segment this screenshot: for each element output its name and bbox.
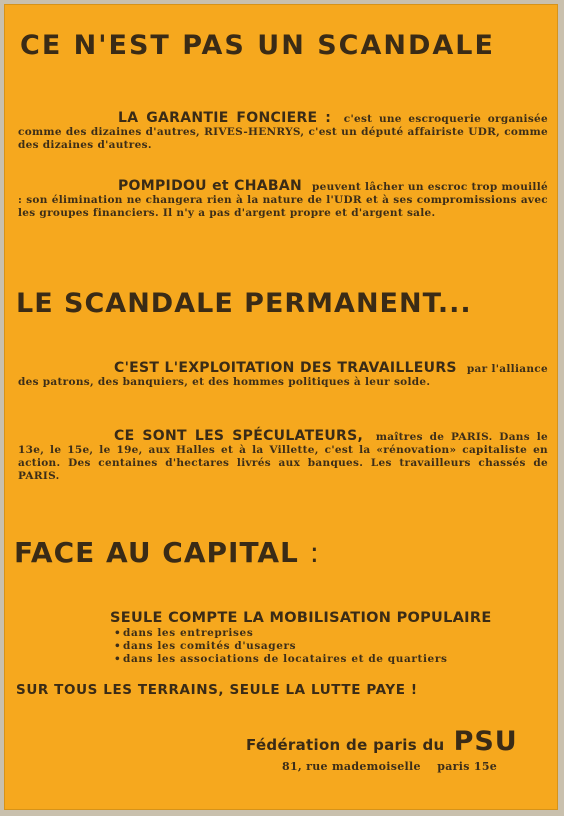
paragraph-text: par l'alliance des patrons, des banquiers, et des hommes politiques à leur solde.	[18, 363, 548, 388]
paragraph-garantie-fonciere	[18, 112, 548, 152]
paragraph-text: maîtres de PARIS. Dans le 13e, le 15e, le 19e, aux Halles et à la Villette, c'est la «rénovation» capitaliste en action. Des centaines d'hectares livrés aux banques. Les travailleurs chassés de PARIS.	[18, 431, 548, 482]
heading-colon: :	[309, 536, 321, 569]
bullet-mark: •	[114, 640, 122, 652]
heading-face-au-capital	[14, 536, 320, 569]
heading-scandale-permanent: LE SCANDALE PERMANENT...	[16, 288, 472, 319]
paragraph-lead: CE SONT LES SPÉCULATEURS,	[114, 428, 364, 444]
list-item: • dans les comités d'usagers	[114, 640, 297, 652]
address: 81, rue mademoiselle paris 15e	[282, 760, 498, 773]
paragraph-text: c'est une escroquerie organisée comme des dizaines d'autres, RIVES-HENRYS, c'est un député affairiste UDR, comme des dizaines d'autres.	[18, 113, 548, 151]
bullet-mark: •	[114, 627, 122, 639]
paragraph-exploitation	[18, 362, 548, 389]
heading-text: FACE AU CAPITAL	[14, 536, 299, 569]
mobilisation-lead: SEULE COMPTE LA MOBILISATION POPULAIRE	[110, 610, 492, 626]
paragraph-lead: LA GARANTIE FONCIERE :	[118, 110, 332, 126]
signature	[246, 726, 518, 757]
paragraph-text: peuvent lâcher un escroc trop mouillé : son élimination ne changera rien à la nature de l'UDR et à ses compromissions avec les groupes financiers. Il n'y a pas d'argent propre et d'argent sale.	[18, 181, 548, 219]
poster-title: CE N'EST PAS UN SCANDALE	[20, 30, 495, 61]
paragraph-lead: C'EST L'EXPLOITATION DES TRAVAILLEURS	[114, 360, 457, 376]
list-item: • dans les associations de locataires et de quartiers	[114, 653, 448, 665]
paragraph-pompidou-chaban	[18, 180, 548, 220]
slogan: SUR TOUS LES TERRAINS, SEULE LA LUTTE PAYE !	[16, 682, 418, 698]
list-item: • dans les entreprises	[114, 627, 254, 639]
mobilisation-list	[114, 627, 447, 666]
paragraph-speculateurs	[18, 430, 548, 483]
federation-label: Fédération de paris du	[246, 736, 445, 754]
party-name: PSU	[453, 726, 518, 757]
poster	[4, 4, 558, 810]
paragraph-lead: POMPIDOU et CHABAN	[118, 178, 302, 194]
bullet-mark: •	[114, 653, 122, 665]
